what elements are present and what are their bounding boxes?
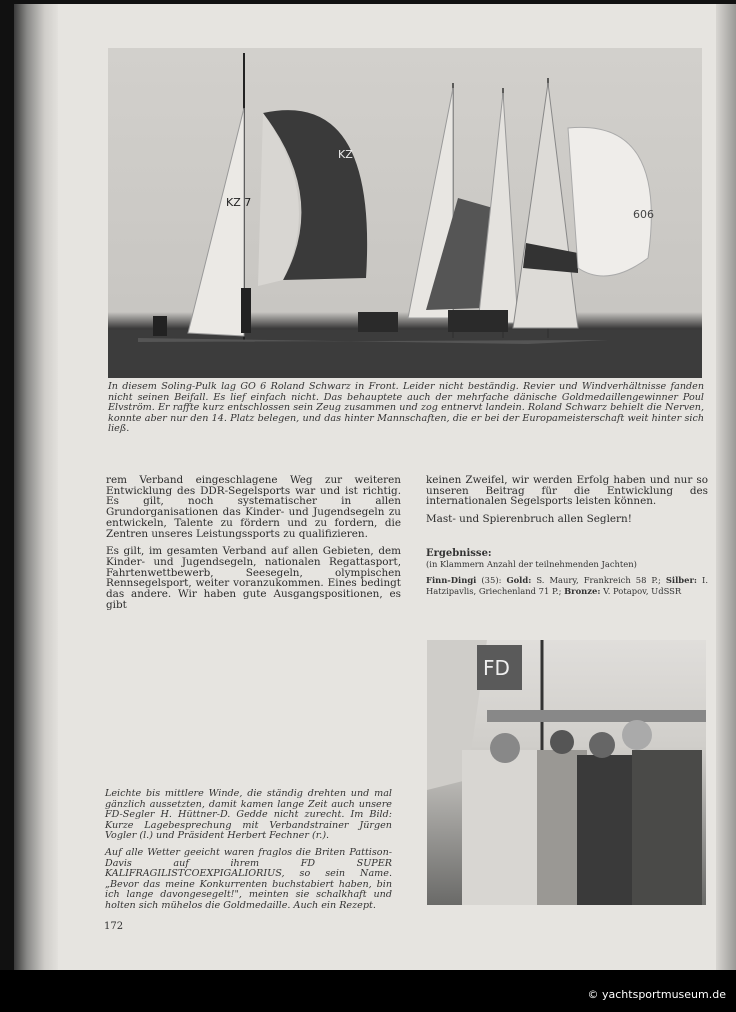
photo-caption-bottom bbox=[105, 789, 392, 912]
results-section bbox=[426, 548, 708, 597]
paragraph: Es gilt, im gesamten Verband auf allen Gebieten, dem Kinder- und Jugendsegeln, nationalen Regattasport, Fahrtenwettbewerb, Seesegeln, olympischen Rennsegelsport, weiter voranzukommen. Eines bedingt das andere. Wir haben gute Ausgangspositionen, es gibt bbox=[106, 545, 401, 611]
right-column-text bbox=[426, 475, 708, 532]
caption-paragraph: Leichte bis mittlere Winde, die ständig drehten und mal gänzlich aussetzten, damit kamen lange Zeit auch unsere FD-Segler H. Hüttner-D. Gedde nicht zurecht. Im Bild: Kurze Lagebesprechung mit Verbandstrainer Jürgen Vogler (l.) und Präsident Herbert Fechner (r.). bbox=[105, 788, 392, 842]
paragraph: rem Verband eingeschlagene Weg zur weiteren Entwicklung des DDR-Segelsports war und ist richtig. Es gilt, noch systematischer in allen Grundorganisationen das Kinder- und Jugendsegeln zu entwickeln, Talente zu fördern und zu fordern, die Zentren unseres Leistungssports zu qualifizieren. bbox=[106, 474, 401, 540]
entry-count: (35): bbox=[481, 575, 502, 585]
left-column-text bbox=[106, 475, 401, 617]
sail-number: KZ 7 bbox=[226, 196, 252, 209]
silver-result: I. Hatzipavlis, Griechenland 71 P.; bbox=[426, 575, 708, 596]
page-number: 172 bbox=[104, 921, 124, 932]
fd-sailors-photo bbox=[427, 640, 706, 905]
watermark: © yachtsportmuseum.de bbox=[587, 988, 726, 1001]
gold-label: Gold: bbox=[506, 575, 532, 585]
photo-caption-top: In diesem Soling-Pulk lag GO 6 Roland Schwarz in Front. Leider nicht beständig. Revier und Windverhältnisse fanden nicht seinen Beifall. Es lief einfach nicht. Das behauptete auch der mehrfache dänische Goldmedaillengewinner Poul Elvström. Er raffte kurz entschlossen sein Zeug zusammen und zog entnervt landein. Roland Schwarz behielt die Nerven, konnte aber nur den 14. Platz belegen, und das hinter Mannschaften, die er bei der Europameisterschaft weit hinter sich ließ. bbox=[108, 381, 704, 435]
page-binding bbox=[14, 4, 58, 970]
gold-result: S. Maury, Frankreich 58 P.; bbox=[536, 575, 661, 585]
bronze-result: V. Potapov, UdSSR bbox=[603, 586, 682, 596]
paragraph: keinen Zweifel, wir werden Erfolg haben und nur so unseren Beitrag für die Entwicklung des internationalen Segelsports leisten können. bbox=[426, 474, 708, 508]
page-edge bbox=[716, 4, 736, 970]
bronze-label: Bronze: bbox=[564, 586, 601, 596]
class-name: Finn-Dingi bbox=[426, 575, 477, 585]
soling-regatta-photo bbox=[108, 48, 702, 378]
sail-number: 606 bbox=[633, 208, 654, 221]
sign-text: FD bbox=[483, 656, 510, 680]
silver-label: Silber: bbox=[665, 575, 697, 585]
caption-paragraph: Auf alle Wetter geeicht waren fraglos die Briten Pattison-Davis auf ihrem FD SUPER KALIFRAGILISTCOEXPIGALIORIUS, so sein Name. „Bevor das meine Konkurrenten buchstabiert haben, bin ich lange davongesegelt!", meinten sie schalkhaft und holten sich mühelos die Goldmedaille. Auch ein Rezept. bbox=[105, 846, 392, 911]
sail-number: KZ bbox=[338, 148, 353, 161]
results-note: (in Klammern Anzahl der teilnehmenden Jachten) bbox=[426, 559, 637, 569]
paragraph: Mast- und Spierenbruch allen Seglern! bbox=[426, 513, 632, 526]
results-title: Ergebnisse: bbox=[426, 548, 492, 559]
results-finn-dingi bbox=[426, 575, 708, 597]
